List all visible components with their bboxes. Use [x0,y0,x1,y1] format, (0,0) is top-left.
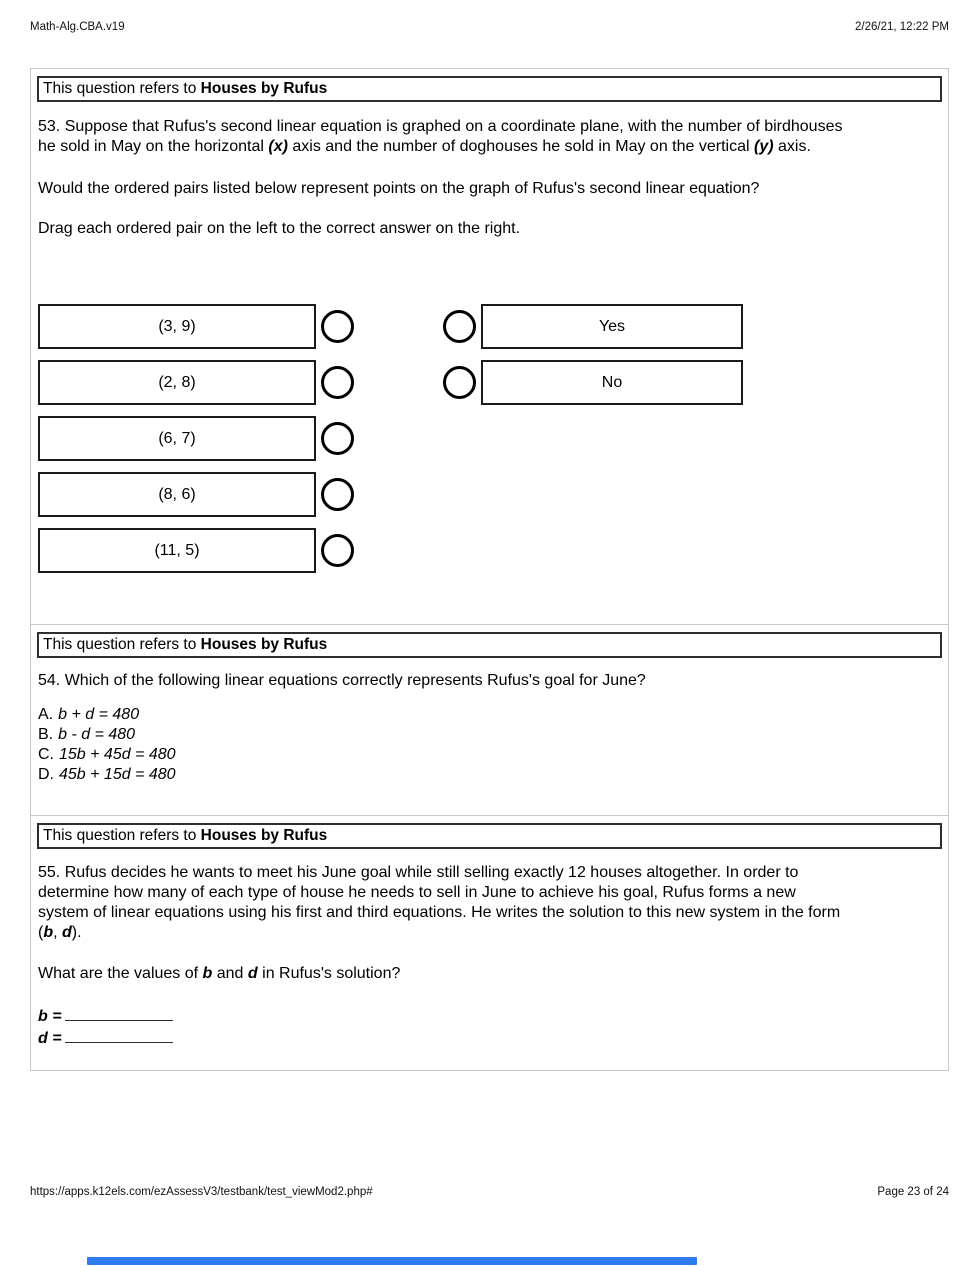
drag-row [38,528,354,573]
option-letter: D. [38,766,54,783]
refers-prefix: This question refers to [43,827,201,844]
question-54-prompt: 54. Which of the following linear equations correctly represents Rufus's goal for June? [38,672,646,689]
option-equation: b + d = 480 [58,706,140,723]
question-53-prompt: Would the ordered pairs listed below represent points on the graph of Rufus's second linear equation? [38,180,760,197]
prompt-text: What are the values of [38,965,203,982]
ordered-pair-box[interactable] [38,360,316,405]
refers-banner [37,632,942,658]
option-d[interactable] [38,765,943,785]
ordered-pair-label: (6, 7) [158,429,196,447]
page-number: Page 23 of 24 [877,1186,949,1198]
x-axis-variable: (x) [268,138,288,155]
drag-row [38,472,354,517]
refers-prefix: This question refers to [43,636,201,653]
option-letter: B. [38,726,54,743]
option-equation: 45b + 15d = 480 [59,766,176,783]
intro-line2-text: axis. [773,138,811,155]
refers-banner [37,823,942,849]
body-line-1: 55. Rufus decides he wants to meet his June goal while still selling exactly 12 houses altogether. In order to [38,864,799,881]
answer-line-b [38,1006,173,1027]
questions-container [30,68,949,1071]
paren-close: ). [71,924,82,941]
connector-circle[interactable] [443,366,476,399]
question-53-intro [38,117,943,157]
option-letter: C. [38,746,54,763]
drag-row [38,416,354,461]
prompt-text: and [212,965,248,982]
connector-circle[interactable] [443,310,476,343]
ordered-pair-box[interactable] [38,472,316,517]
answer-row [443,360,743,405]
connector-circle[interactable] [321,422,354,455]
answer-label: Yes [598,317,626,335]
refers-subject: Houses by Rufus [200,636,328,653]
option-equation: b - d = 480 [58,726,136,743]
body-line-2: determine how many of each type of house he needs to sell in June to achieve his goal, Rufus forms a new [38,884,796,901]
question-55-prompt [38,964,943,984]
variable-b: b [43,924,54,941]
variable-d: d [247,965,258,982]
prompt-text: in Rufus's solution? [257,965,401,982]
variable-b: b [202,965,213,982]
y-axis-variable: (y) [753,138,774,155]
answer-no-box[interactable] [481,360,743,405]
refers-prefix: This question refers to [43,80,201,97]
intro-line-1: 53. Suppose that Rufus's second linear equation is graphed on a coordinate plane, with the number of birdhouses [38,118,843,135]
ordered-pair-label: (8, 6) [158,485,196,503]
drag-row [38,304,354,349]
connector-circle[interactable] [321,478,354,511]
question-53-section [30,68,949,625]
document-title: Math-Alg.CBA.v19 [30,21,125,33]
intro-line-2 [38,137,943,157]
ordered-pair-box[interactable] [38,528,316,573]
option-b[interactable] [38,725,943,745]
bottom-accent-bar [87,1257,697,1265]
body-line-4 [38,923,943,943]
variable-d: d [62,924,72,941]
blank-d-field[interactable] [65,1028,173,1043]
blank-b-label: b = [38,1008,62,1025]
paren-open: ( [38,924,44,941]
question-54-section [30,624,949,816]
body-line-3: system of linear equations using his first and third equations. He writes the solution to this new system in the form [38,904,841,921]
connector-circle[interactable] [321,534,354,567]
ordered-pair-label: (3, 9) [158,317,196,335]
refers-banner [37,76,942,102]
print-header [30,21,949,33]
question-54-options [38,705,943,785]
drag-row [38,360,354,405]
blank-d-label: d = [38,1030,62,1047]
source-url: https://apps.k12els.com/ezAssessV3/testbank/test_viewMod2.php# [30,1186,373,1198]
answer-row [443,304,743,349]
answer-label: No [601,373,623,391]
question-55-body [38,863,943,943]
print-footer [30,1186,949,1198]
refers-subject: Houses by Rufus [200,827,328,844]
answer-yes-box[interactable] [481,304,743,349]
option-a[interactable] [38,705,943,725]
ordered-pair-label: (11, 5) [154,541,200,559]
refers-subject: Houses by Rufus [200,80,328,97]
option-c[interactable] [38,745,943,765]
answer-line-d [38,1028,173,1049]
connector-circle[interactable] [321,310,354,343]
question-55-section [30,815,949,1071]
ordered-pair-box[interactable] [38,416,316,461]
print-datetime: 2/26/21, 12:22 PM [855,21,949,33]
intro-line2-text: axis and the number of doghouses he sold in May on the vertical [287,138,754,155]
blank-b-field[interactable] [65,1006,173,1021]
option-letter: A. [38,706,54,723]
ordered-pair-label: (2, 8) [158,373,196,391]
intro-line2-text: he sold in May on the horizontal [38,138,269,155]
ordered-pair-box[interactable] [38,304,316,349]
separator: , [53,924,62,941]
connector-circle[interactable] [321,366,354,399]
option-equation: 15b + 45d = 480 [59,746,176,763]
question-53-instruction: Drag each ordered pair on the left to the correct answer on the right. [38,220,521,237]
